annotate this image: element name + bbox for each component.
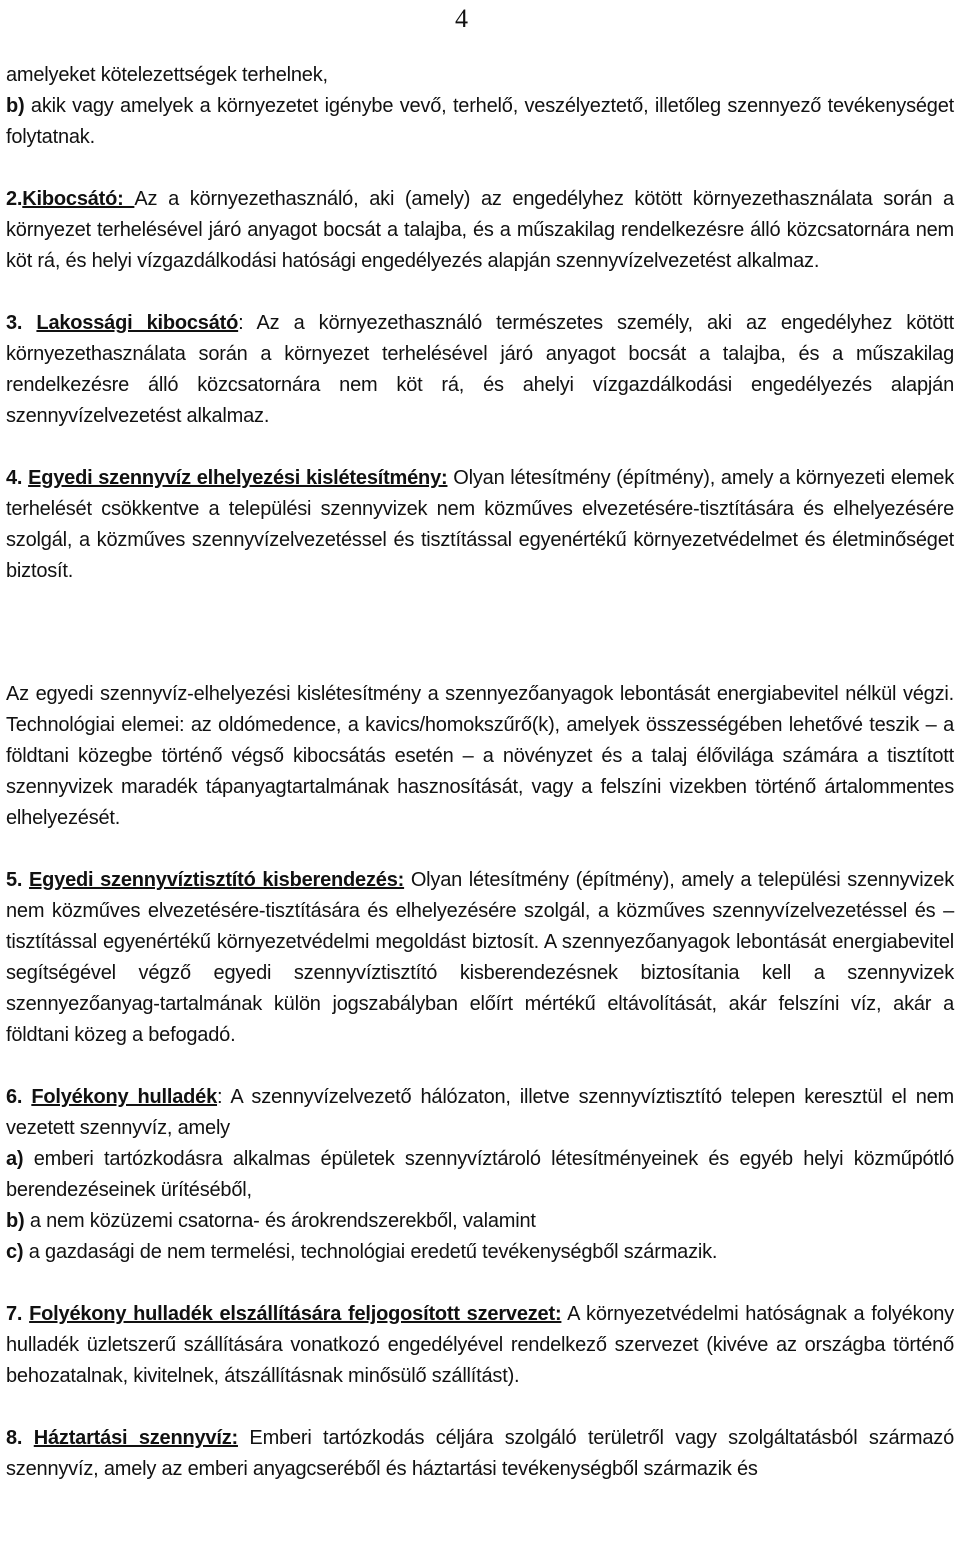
intro-line: amelyeket kötelezettségek terhelnek, (6, 64, 328, 86)
definition-text: Az a környezethasználó, aki (amely) az engedélyhez kötött környezethasználata során a környezet terhelésével járó anyagot bocsát a talajba, és a műszakilag rendelkezésre álló közcsatornára nem köt rá, és helyi vízgazdálkodási hatósági engedélyezés alapján szennyvízelvezetést alkalmaz. (6, 188, 954, 272)
list-item-text: a gazdasági de nem termelési, technológiai eredetű tevékenységből származik. (23, 1241, 718, 1263)
definition-2 (6, 184, 954, 277)
definition-text: : A szennyvízelvezető hálózaton, illetve szennyvíztisztító telepen keresztül el nem vezetett szennyvíz, amely (6, 1086, 954, 1139)
item-b-text: akik vagy amelyek a környezetet igénybe vevő, terhelő, veszélyeztető, illetőleg szennyező tevékenységet folytatnak. (6, 95, 954, 148)
definition-title: Lakossági kibocsátó (36, 312, 239, 334)
definition-7 (6, 1299, 954, 1392)
definition-title: Folyékony hulladék (31, 1086, 218, 1108)
page-number: 4 (455, 4, 468, 33)
definition-3 (6, 308, 954, 432)
document-body (6, 60, 954, 1485)
list-item-label: b) (6, 1210, 25, 1232)
list-item-label: a) (6, 1148, 24, 1170)
definition-number: 3. (6, 312, 23, 334)
list-item-text: a nem közüzemi csatorna- és árokrendszerekből, valamint (24, 1210, 536, 1232)
definition-4 (6, 463, 954, 587)
definition-title: Folyékony hulladék elszállítására feljogosított szervezet: (29, 1303, 562, 1325)
definition-title: Egyedi szennyvíz elhelyezési kislétesítmény: (28, 467, 448, 489)
definition-number: 7. (6, 1303, 23, 1325)
definition-title: Kibocsátó: (22, 188, 135, 210)
list-item-label: c) (6, 1241, 24, 1263)
definition-text: Olyan létesítmény (építmény), amely a környezeti elemek terhelését csökkentve a települési szennyvizek nem közműves elvezetésére-tisztítására és elhelyezésére szolgál, a közműves szennyvízelvezetéssel és tisztítással egyenértékű környezetvédelmet és életminőséget biztosít. (6, 467, 954, 582)
item-b-label: b) (6, 95, 25, 117)
paragraph-kislétesítmény: Az egyedi szennyvíz-elhelyezési kislétesítmény a szennyezőanyagok lebontását energiabevitel nélkül végzi. Technológiai elemei: az oldómedence, a kavics/homokszűrő(k), amelyek összességében lehetővé teszik – a földtani közegbe történő végső kibocsátás esetén – a növényzet és a talaj élővilága számára a tisztított szennyvizek maradék tápanyagtartalmának hasznosítását, vagy a felszíni vizekben történő ártalommentes elhelyezését. (6, 683, 954, 829)
definition-6 (6, 1082, 954, 1268)
definition-title: Egyedi szennyvíztisztító kisberendezés: (29, 869, 405, 891)
list-item-text: emberi tartózkodásra alkalmas épületek szennyvíztároló létesítményeinek és egyéb helyi közműpótló berendezéseinek ürítéséből, (6, 1148, 954, 1201)
definition-8 (6, 1423, 954, 1485)
definition-number: 8. (6, 1427, 23, 1449)
intro-paragraph (6, 60, 954, 153)
definition-number: 5. (6, 869, 23, 891)
definition-5 (6, 865, 954, 1051)
definition-text: Az a környezethasználó természetes személy, aki az engedélyhez kötött környezethasználata során a környezet terhelésével járó anyagot bocsát a talajba, és a műszakilag rendelkezésre álló közcsatornára nem köt rá, és ahelyi vízgazdálkodási engedélyezés alapján szennyvízelvezetést alkalmaz. (6, 312, 954, 427)
definition-number: 4. (6, 467, 23, 489)
definition-separator: : (238, 312, 244, 334)
definition-number: 6. (6, 1086, 23, 1108)
definition-text: Emberi tartózkodás céljára szolgáló területről vagy szolgáltatásból származó szennyvíz, amely az emberi anyagcseréből és háztartási tevékenységből származik és (6, 1427, 954, 1480)
definition-number: 2. (6, 188, 23, 210)
definition-title: Háztartási szennyvíz: (33, 1427, 238, 1449)
definition-text: A környezetvédelmi hatóságnak a folyékony hulladék üzletszerű szállítására vonatkozó engedélyével rendelkező szervezet (kivéve az országba történő behozatalnak, kivitelnek, átszállításnak minősülő szállítást). (6, 1303, 954, 1387)
definition-text: Olyan létesítmény (építmény), amely a települési szennyvizek nem közműves elvezetésére-tisztítására és elhelyezésére szolgál, a közműves szennyvízelvezetéssel és –tisztítással egyenértékű környezetvédelmi megoldást biztosít. A szennyezőanyagok lebontását energiabevitel segítségével végző egyedi szennyvíztisztító kisberendezésnek biztosítania kell a szennyvizek szennyezőanyag-tartalmának külön jogszabályban előírt mértékű eltávolítását, akár felszíni víz, akár a földtani közeg a befogadó. (6, 869, 954, 1046)
